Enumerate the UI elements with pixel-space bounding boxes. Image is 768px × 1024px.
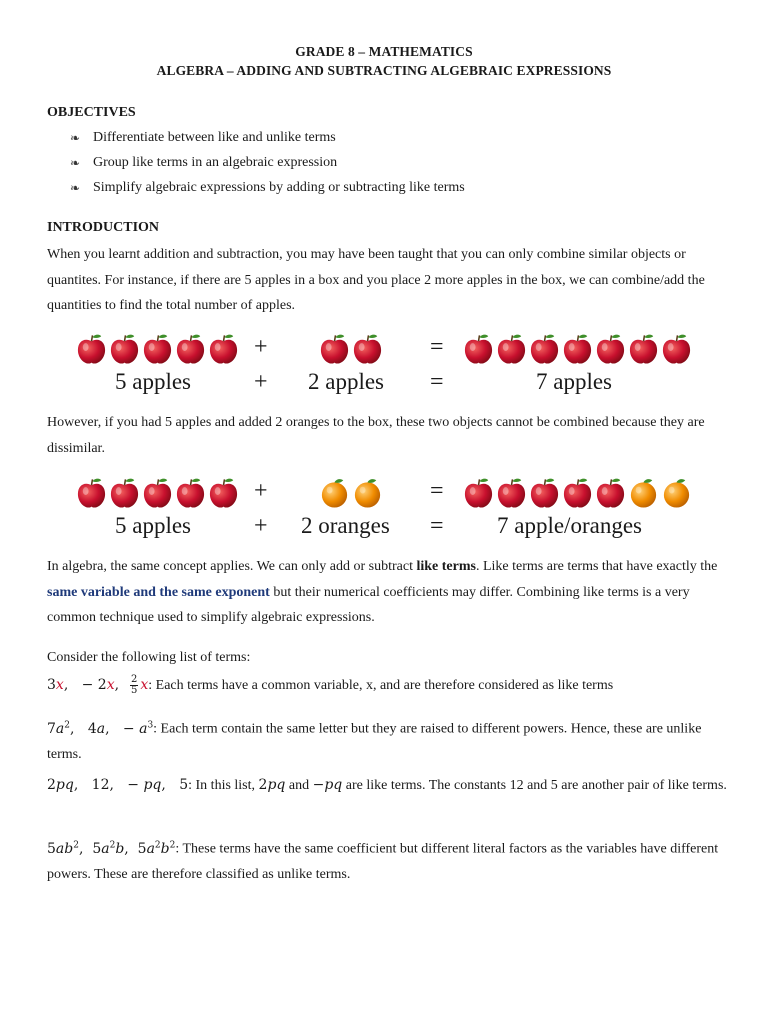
apple-icon xyxy=(561,476,594,510)
apple-icon xyxy=(318,332,351,366)
apples-label-row xyxy=(0,369,768,409)
apple-icon xyxy=(462,332,495,366)
math-terms: 2pq, 12, − pq, 5 xyxy=(47,777,189,793)
apple-icon xyxy=(561,332,594,366)
apple-icon xyxy=(108,476,141,510)
equals-sign: = xyxy=(430,478,444,504)
apple-icon xyxy=(108,332,141,366)
objective-item xyxy=(70,130,336,146)
fleuron-icon: ❧ xyxy=(70,155,81,170)
plus-sign: + xyxy=(254,334,268,360)
apple-icon xyxy=(141,476,174,510)
objective-text: Differentiate between like and unlike terms xyxy=(93,130,336,145)
plus-sign: + xyxy=(254,513,268,539)
term-list-explanation: : These terms have the same coefficient but different literal factors as the variables have different powers. These are therefore classified as unlike terms. xyxy=(47,841,719,883)
plus-sign: + xyxy=(254,478,268,504)
math-terms: 3x, − 2x, $\frac{2}{5}$ x xyxy=(47,673,149,696)
term-list-1 xyxy=(47,673,727,699)
apple-icon xyxy=(207,332,240,366)
consider-text: Consider the following list of terms: xyxy=(47,650,251,665)
orange-icon xyxy=(627,476,660,510)
apple-icon xyxy=(141,332,174,366)
objective-text: Group like terms in an algebraic expression xyxy=(93,155,338,170)
math-terms: $7a^2$, 4a, − $a^3$ xyxy=(47,720,154,737)
fleuron-icon: ❧ xyxy=(70,130,81,145)
equals-sign: = xyxy=(430,513,444,539)
equals-sign: = xyxy=(430,369,444,395)
orange-icon xyxy=(351,476,384,510)
term-list-explanation: : Each term contain the same letter but they are raised to different powers. Hence, these are unlike terms. xyxy=(47,721,702,763)
plus-sign: + xyxy=(254,369,268,395)
objective-text: Simplify algebraic expressions by adding or subtracting like terms xyxy=(93,180,465,195)
apple-icon xyxy=(495,332,528,366)
apple-icon xyxy=(174,332,207,366)
term-list-2 xyxy=(47,713,727,768)
dissimilar-paragraph: However, if you had 5 apples and added 2 oranges to the box, these two objects cannot be combined because they are dissimilar. xyxy=(47,415,705,456)
objective-item xyxy=(70,180,465,196)
like-terms-paragraph: In algebra, the same concept applies. We can only add or subtract like terms. Like terms are terms that have exactly the same variable and the same exponent but their numerical coefficients may differ. Combining like terms is a very common technique used to simplify algebraic expressions. xyxy=(47,559,718,625)
apples-equation-row xyxy=(0,332,768,372)
objective-item xyxy=(70,155,337,171)
objectives-heading: OBJECTIVES xyxy=(47,105,136,120)
highlight-text: same variable and the same exponent xyxy=(47,584,270,600)
introduction-heading: INTRODUCTION xyxy=(47,220,160,235)
apple-icon xyxy=(75,332,108,366)
math-terms: $5ab^2$, $5a^2b$, $5a^2b^2$ xyxy=(47,840,176,857)
oranges-equation-row xyxy=(0,476,768,516)
orange-icon xyxy=(318,476,351,510)
apple-icon xyxy=(495,476,528,510)
oranges-label-row xyxy=(0,513,768,553)
document-title: GRADE 8 – MATHEMATICS xyxy=(295,44,473,59)
equation-label: 2 oranges xyxy=(301,513,390,538)
document-subtitle: ALGEBRA – ADDING AND SUBTRACTING ALGEBRAIC EXPRESSIONS xyxy=(156,63,612,78)
term-list-explanation: : Each terms have a common variable, x, and are therefore considered as like terms xyxy=(148,678,614,693)
equation-label: 2 apples xyxy=(308,369,385,394)
fleuron-icon: ❧ xyxy=(70,180,81,195)
like-terms-emphasis: like terms xyxy=(416,559,476,574)
equation-label: 7 apples xyxy=(536,369,613,394)
orange-icon xyxy=(660,476,693,510)
term-list-4 xyxy=(47,833,727,888)
apple-icon xyxy=(462,476,495,510)
equation-label: 5 apples xyxy=(115,369,192,394)
apple-icon xyxy=(627,332,660,366)
apple-icon xyxy=(528,332,561,366)
apple-icon xyxy=(351,332,384,366)
apple-icon xyxy=(528,476,561,510)
term-list-3: 2pq, 12, − pq, 5: In this list, 2pq and −pq are like terms. The constants 12 and 5 are another pair of like terms. xyxy=(47,777,727,793)
equation-label: 5 apples xyxy=(115,513,192,538)
intro-paragraph: When you learnt addition and subtraction, you may have been taught that you can only combine similar objects or quantites. For instance, if there are 5 apples in a box and you place 2 more apples in the box, we can combine/add the quantities to find the total number of apples. xyxy=(47,247,705,313)
apple-icon xyxy=(174,476,207,510)
apple-icon xyxy=(207,476,240,510)
equals-sign: = xyxy=(430,334,444,360)
equation-label: 7 apple/oranges xyxy=(497,513,642,538)
apple-icon xyxy=(594,332,627,366)
apple-icon xyxy=(594,476,627,510)
apple-icon xyxy=(75,476,108,510)
apple-icon xyxy=(660,332,693,366)
